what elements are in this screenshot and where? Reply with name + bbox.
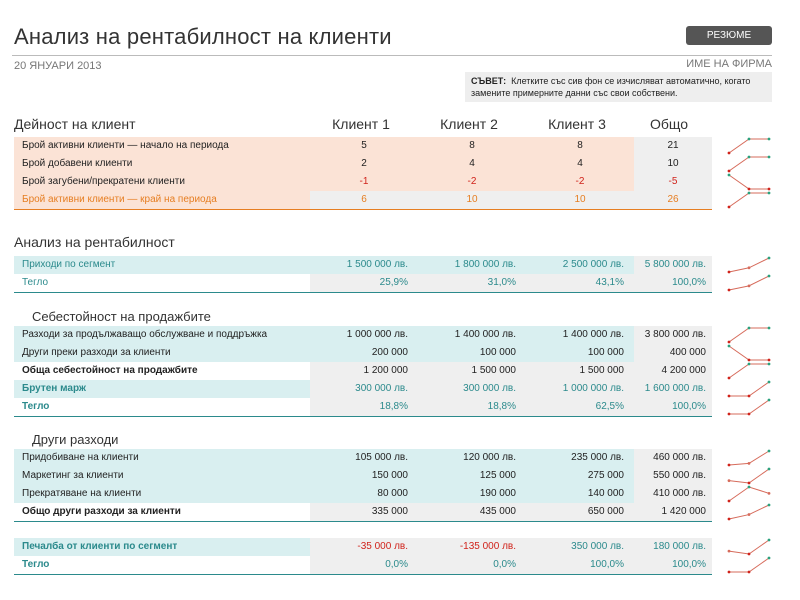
table-row — [14, 485, 712, 503]
sparkline — [727, 449, 771, 467]
table-row — [14, 326, 712, 344]
sparkline-point — [748, 395, 751, 398]
sparkline-line — [729, 193, 769, 207]
cell-client-2: 435 000 — [418, 503, 526, 521]
sparkline-line — [729, 139, 769, 153]
cell-client-3[interactable]: 235 000 лв. — [526, 449, 634, 467]
row-label: Брутен марж — [14, 380, 310, 398]
table-row — [14, 556, 712, 575]
sparkline — [727, 155, 771, 173]
row-label[interactable]: Прекратяване на клиенти — [14, 485, 310, 503]
sparkline — [727, 344, 771, 362]
sparkline — [727, 256, 771, 274]
cell-client-1: 300 000 лв. — [310, 380, 418, 398]
sparkline-line — [729, 400, 769, 414]
sparkline-point — [728, 550, 731, 553]
cell-client-1: 25,9% — [310, 274, 418, 292]
sparkline-line — [729, 175, 769, 189]
col-client-2: Клиент 2 — [440, 116, 498, 132]
cell-total: 21 — [634, 137, 712, 155]
sparkline-line — [729, 469, 769, 483]
cell-client-2: 0,0% — [418, 556, 526, 574]
cell-total: 410 000 лв. — [634, 485, 712, 503]
row-label: Общо други разходи за клиенти — [22, 506, 181, 517]
cell-client-2: 300 000 лв. — [418, 380, 526, 398]
cell-client-2[interactable]: 8 — [469, 140, 475, 151]
cell-client-3[interactable]: -2 — [575, 176, 585, 187]
table-row — [14, 344, 712, 362]
row-label: Брой активни клиенти — край на периода — [14, 191, 310, 209]
sparkline-point — [768, 539, 771, 542]
tip-box — [465, 72, 772, 102]
cell-total: 100,0% — [634, 398, 712, 416]
sparkline — [727, 380, 771, 398]
sparkline-point — [748, 482, 751, 485]
row-label[interactable]: Маркетинг за клиенти — [14, 467, 310, 485]
row-label[interactable]: Придобиване на клиенти — [14, 449, 310, 467]
sparkline — [727, 274, 771, 292]
row-label: Обща себестойност на продажбите — [22, 365, 198, 376]
sparkline-line — [729, 276, 769, 290]
sparkline-point — [768, 138, 771, 141]
row-label[interactable]: Брой добавени клиенти — [22, 158, 133, 169]
sparkline-point — [728, 152, 731, 155]
sparkline-point — [728, 479, 731, 482]
table-row — [14, 256, 712, 274]
sparkline-line — [729, 364, 769, 378]
table-row — [14, 449, 712, 467]
sparkline — [727, 173, 771, 191]
cell-client-1[interactable]: 80 000 — [310, 485, 418, 503]
sparkline-line — [729, 382, 769, 396]
cell-client-2: 18,8% — [418, 398, 526, 416]
sparkline — [727, 485, 771, 503]
sparkline-point — [748, 363, 751, 366]
row-label[interactable]: Приходи по сегмент — [14, 256, 310, 274]
cell-client-1: 0,0% — [310, 556, 418, 574]
activity-title: Дейност на клиент — [14, 116, 136, 132]
table-row — [14, 503, 712, 522]
other-costs-title: Други разходи — [32, 432, 119, 447]
cell-client-3: 62,5% — [526, 398, 634, 416]
cell-client-2: 1 500 000 — [418, 362, 526, 380]
table-row — [14, 380, 712, 398]
table-row — [14, 137, 712, 155]
sparkline-point — [728, 206, 731, 209]
sparkline-point — [768, 504, 771, 507]
cell-client-3: 43,1% — [526, 274, 634, 292]
sparkline-point — [768, 192, 771, 195]
sparkline-point — [768, 399, 771, 402]
sparkline-point — [748, 553, 751, 556]
table-row — [14, 173, 712, 191]
sparkline-point — [768, 359, 771, 362]
cell-client-3: 1 500 000 — [526, 362, 634, 380]
table-row — [14, 398, 712, 417]
table-row — [14, 467, 712, 485]
sparkline-point — [728, 413, 731, 416]
sparkline-point — [728, 345, 731, 348]
sparkline-line — [729, 346, 769, 360]
sparkline — [727, 556, 771, 574]
row-label: Тегло — [22, 401, 50, 412]
cell-client-2[interactable]: 120 000 лв. — [418, 449, 526, 467]
cell-total: 1 600 000 лв. — [634, 380, 712, 398]
tip-text: Клетките със сив фон се изчисляват автоматично, когато замените примерните данни със свои собствени. — [471, 76, 751, 98]
sparkline-point — [728, 464, 731, 467]
sparkline-point — [768, 156, 771, 159]
cell-client-2[interactable]: 1 800 000 лв. — [418, 256, 526, 274]
cell-total: 180 000 лв. — [634, 538, 712, 556]
sparkline — [727, 467, 771, 485]
sparkline-point — [748, 462, 751, 465]
row-label[interactable]: Брой активни клиенти — начало на периода — [22, 140, 229, 151]
sparkline-point — [728, 500, 731, 503]
table-row — [14, 274, 712, 293]
title-divider — [12, 55, 772, 56]
col-client-3: Клиент 3 — [548, 116, 606, 132]
sparkline-line — [729, 558, 769, 572]
cell-client-2: 31,0% — [418, 274, 526, 292]
cell-client-1: -35 000 лв. — [310, 538, 418, 556]
cell-total: 26 — [634, 191, 712, 209]
sparkline-point — [748, 571, 751, 574]
cell-client-1: 18,8% — [310, 398, 418, 416]
table-row — [14, 191, 712, 210]
sparkline-point — [768, 381, 771, 384]
cell-client-2[interactable]: 4 — [469, 158, 475, 169]
cell-total: 10 — [634, 155, 712, 173]
sparkline-point — [748, 284, 751, 287]
cell-total: -5 — [634, 173, 712, 191]
sparkline-point — [768, 188, 771, 191]
cell-client-3: 650 000 — [526, 503, 634, 521]
sparkline-point — [728, 395, 731, 398]
cell-client-2[interactable]: 100 000 — [418, 344, 526, 362]
cell-total: 3 800 000 лв. — [634, 326, 712, 344]
cost-of-sales-title: Себестойност на продажбите — [32, 309, 211, 324]
sparkline-line — [729, 258, 769, 272]
sparkline — [727, 398, 771, 416]
sparkline-point — [768, 492, 771, 495]
cell-client-2[interactable]: -2 — [467, 176, 477, 187]
cell-client-3: 1 000 000 лв. — [526, 380, 634, 398]
cell-client-1[interactable]: 1 000 000 лв. — [310, 326, 418, 344]
sparkline-line — [729, 540, 769, 554]
sparkline-point — [768, 257, 771, 260]
table-row — [14, 538, 712, 556]
sparkline-point — [748, 413, 751, 416]
sparkline-point — [728, 377, 731, 380]
sparkline-point — [728, 170, 731, 173]
cell-client-3: 10 — [526, 191, 634, 209]
sparkline — [727, 191, 771, 209]
cell-client-3[interactable]: 140 000 — [526, 485, 634, 503]
sparkline-point — [768, 450, 771, 453]
sparkline-line — [729, 157, 769, 171]
sparkline-point — [768, 275, 771, 278]
cell-client-1: 6 — [310, 191, 418, 209]
cell-total: 550 000 лв. — [634, 467, 712, 485]
sparkline-point — [768, 363, 771, 366]
cell-client-1[interactable]: -1 — [359, 176, 369, 187]
row-label[interactable]: Други преки разходи за клиенти — [14, 344, 310, 362]
page-title: Анализ на рентабилност на клиенти — [14, 24, 392, 49]
sparkline-point — [768, 557, 771, 560]
cell-total: 460 000 лв. — [634, 449, 712, 467]
cell-total: 100,0% — [634, 274, 712, 292]
sparkline — [727, 137, 771, 155]
cell-client-3[interactable]: 2 500 000 лв. — [526, 256, 634, 274]
resume-button[interactable]: РЕЗЮМЕ — [686, 26, 772, 45]
cell-client-1: 335 000 — [310, 503, 418, 521]
sparkline-point — [768, 468, 771, 471]
sparkline-point — [728, 174, 731, 177]
sparkline-point — [728, 341, 731, 344]
tip-label: СЪВЕТ: — [471, 76, 507, 86]
report-date: 20 ЯНУАРИ 2013 — [14, 60, 102, 72]
cell-client-1[interactable]: 1 500 000 лв. — [310, 256, 418, 274]
col-client-1: Клиент 1 — [332, 116, 390, 132]
cell-total: 1 420 000 — [634, 503, 712, 521]
cell-client-1[interactable]: 150 000 — [310, 467, 418, 485]
row-label: Тегло — [22, 559, 50, 570]
sparkline-point — [728, 289, 731, 292]
sparkline-point — [748, 188, 751, 191]
row-label[interactable]: Брой загубени/прекратени клиенти — [22, 176, 185, 187]
cell-total: 4 200 000 — [634, 362, 712, 380]
sparkline — [727, 503, 771, 521]
sparkline-point — [748, 156, 751, 159]
sparkline-point — [728, 518, 731, 521]
company-name: ИМЕ НА ФИРМА — [686, 58, 772, 70]
table-row — [14, 155, 712, 173]
profitability-title: Анализ на рентабилност — [14, 234, 175, 250]
table-row — [14, 362, 712, 380]
sparkline-line — [729, 505, 769, 519]
sparkline-point — [748, 359, 751, 362]
sparkline-point — [748, 138, 751, 141]
cell-client-1[interactable]: 105 000 лв. — [310, 449, 418, 467]
col-total: Общо — [649, 116, 689, 132]
row-label: Печалба от клиенти по сегмент — [14, 538, 310, 556]
sparkline — [727, 326, 771, 344]
cell-client-2[interactable]: 125 000 — [418, 467, 526, 485]
cell-client-3[interactable]: 275 000 — [526, 467, 634, 485]
sparkline-point — [728, 571, 731, 574]
sparkline-point — [748, 192, 751, 195]
cell-client-3[interactable]: 8 — [577, 140, 583, 151]
sparkline-line — [729, 487, 769, 501]
cell-total: 400 000 — [634, 344, 712, 362]
cell-client-3[interactable]: 100 000 — [526, 344, 634, 362]
row-label[interactable]: Разходи за продължаващо обслужване и поддръжка — [14, 326, 310, 344]
cell-total: 100,0% — [634, 556, 712, 574]
row-label: Тегло — [22, 277, 49, 288]
sparkline — [727, 362, 771, 380]
cell-client-2[interactable]: 190 000 — [418, 485, 526, 503]
cell-client-1: 1 200 000 — [310, 362, 418, 380]
cell-client-1[interactable]: 5 — [361, 140, 367, 151]
sparkline-point — [728, 271, 731, 274]
cell-client-2[interactable]: 1 400 000 лв. — [418, 326, 526, 344]
cell-client-3[interactable]: 4 — [577, 158, 583, 169]
cell-client-3[interactable]: 1 400 000 лв. — [526, 326, 634, 344]
cell-client-1[interactable]: 200 000 — [310, 344, 418, 362]
sparkline-point — [768, 327, 771, 330]
cell-client-3: 100,0% — [526, 556, 634, 574]
sparkline-point — [748, 266, 751, 269]
cell-client-1[interactable]: 2 — [361, 158, 367, 169]
sparkline-line — [729, 328, 769, 342]
sparkline-point — [748, 513, 751, 516]
sparkline — [727, 538, 771, 556]
cell-client-2: 10 — [418, 191, 526, 209]
cell-client-3: 350 000 лв. — [526, 538, 634, 556]
sparkline-point — [748, 486, 751, 489]
cell-client-2: -135 000 лв. — [418, 538, 526, 556]
cell-total: 5 800 000 лв. — [634, 256, 712, 274]
sparkline-point — [748, 327, 751, 330]
